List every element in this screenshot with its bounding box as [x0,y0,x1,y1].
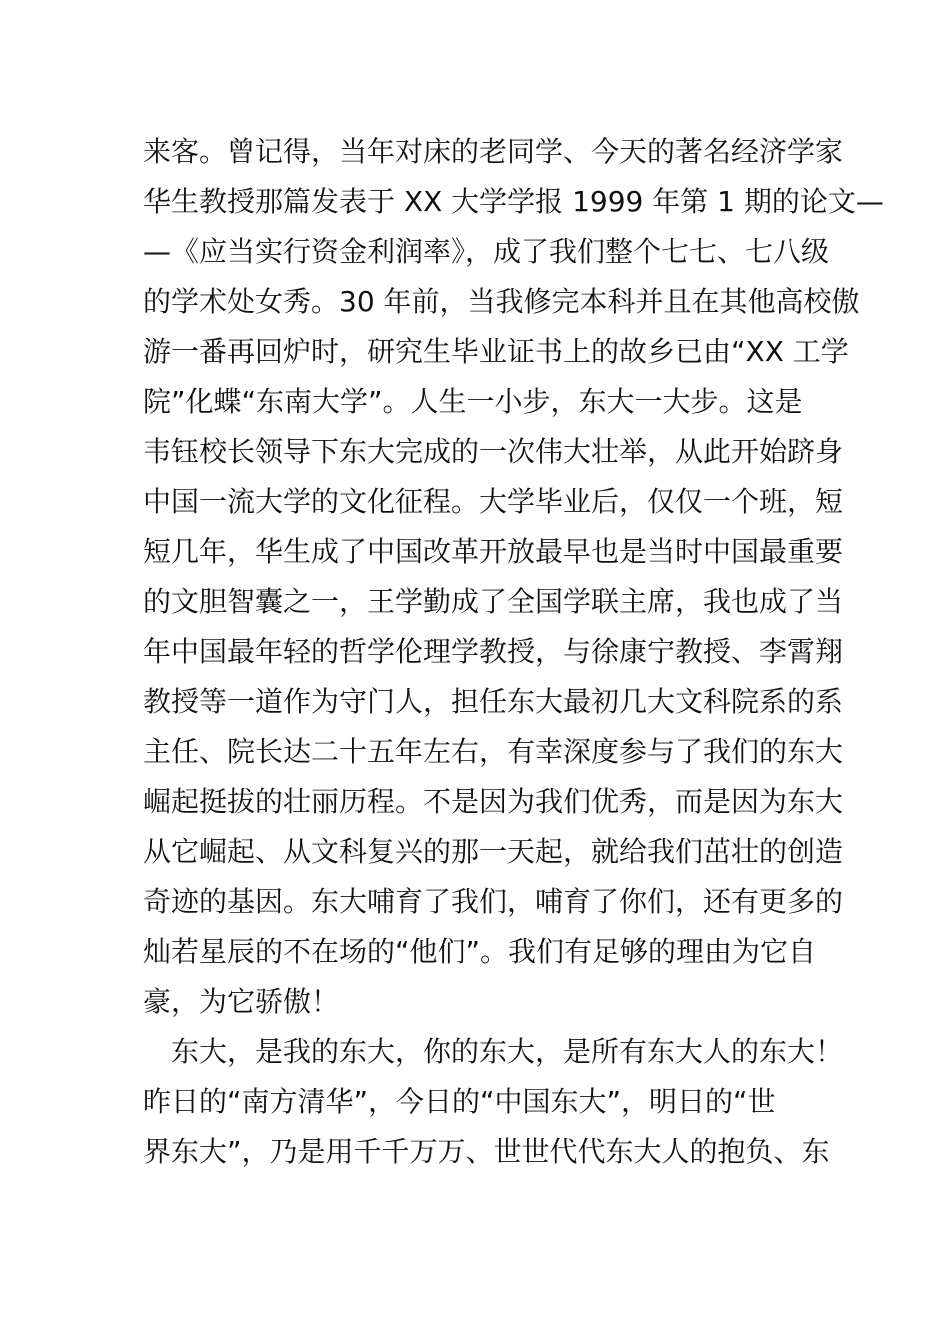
text-line: 的学术处女秀。30 年前，当我修完本科并且在其他高校傲 [143,285,860,318]
text-line: 院”化蝶“东南大学”。人生一小步，东大一大步。这是 [143,385,803,418]
paragraph-1 [143,127,884,1027]
text-line: 界东大”，乃是用千千万万、世世代代东大人的抱负、东 [143,1135,830,1168]
text-line: 年中国最年轻的哲学伦理学教授，与徐康宁教授、李霄翔 [143,635,844,668]
text-line: 华生教授那篇发表于 XX 大学学报 1999 年第 1 期的论文— [143,185,884,218]
text-line: 灿若星辰的不在场的“他们”。我们有足够的理由为它自 [143,935,817,968]
text-line: —《应当实行资金利润率》，成了我们整个七七、七八级 [143,235,830,268]
text-line: 游一番再回炉时，研究生毕业证书上的故乡已由“XX 工学 [143,335,849,368]
text-line: 崛起挺拔的壮丽历程。不是因为我们优秀，而是因为东大 [143,785,844,818]
text-line: 来客。曾记得，当年对床的老同学、今天的著名经济学家 [143,135,844,168]
text-line: 教授等一道作为守门人，担任东大最初几大文科院系的系 [143,685,844,718]
text-line: 中国一流大学的文化征程。大学毕业后，仅仅一个班，短 [143,485,844,518]
text-line: 短几年，华生成了中国改革开放最早也是当时中国最重要 [143,535,844,568]
text-line: 韦钰校长领导下东大完成的一次伟大壮举，从此开始跻身 [143,435,844,468]
text-line: 主任、院长达二十五年左右，有幸深度参与了我们的东大 [143,735,844,768]
text-line: 奇迹的基因。东大哺育了我们，哺育了你们，还有更多的 [143,885,844,918]
text-line: 的文胆智囊之一，王学勤成了全国学联主席，我也成了当 [143,585,844,618]
text-line: 豪，为它骄傲！ [143,985,340,1018]
body-text [143,127,884,1177]
text-line: 从它崛起、从文科复兴的那一天起，就给我们茁壮的创造 [143,835,844,868]
paragraph-2 [143,1027,844,1177]
text-line: 东大，是我的东大，你的东大，是所有东大人的东大！ [143,1035,844,1068]
text-line: 昨日的“南方清华”，今日的“中国东大”，明日的“世 [143,1085,776,1118]
